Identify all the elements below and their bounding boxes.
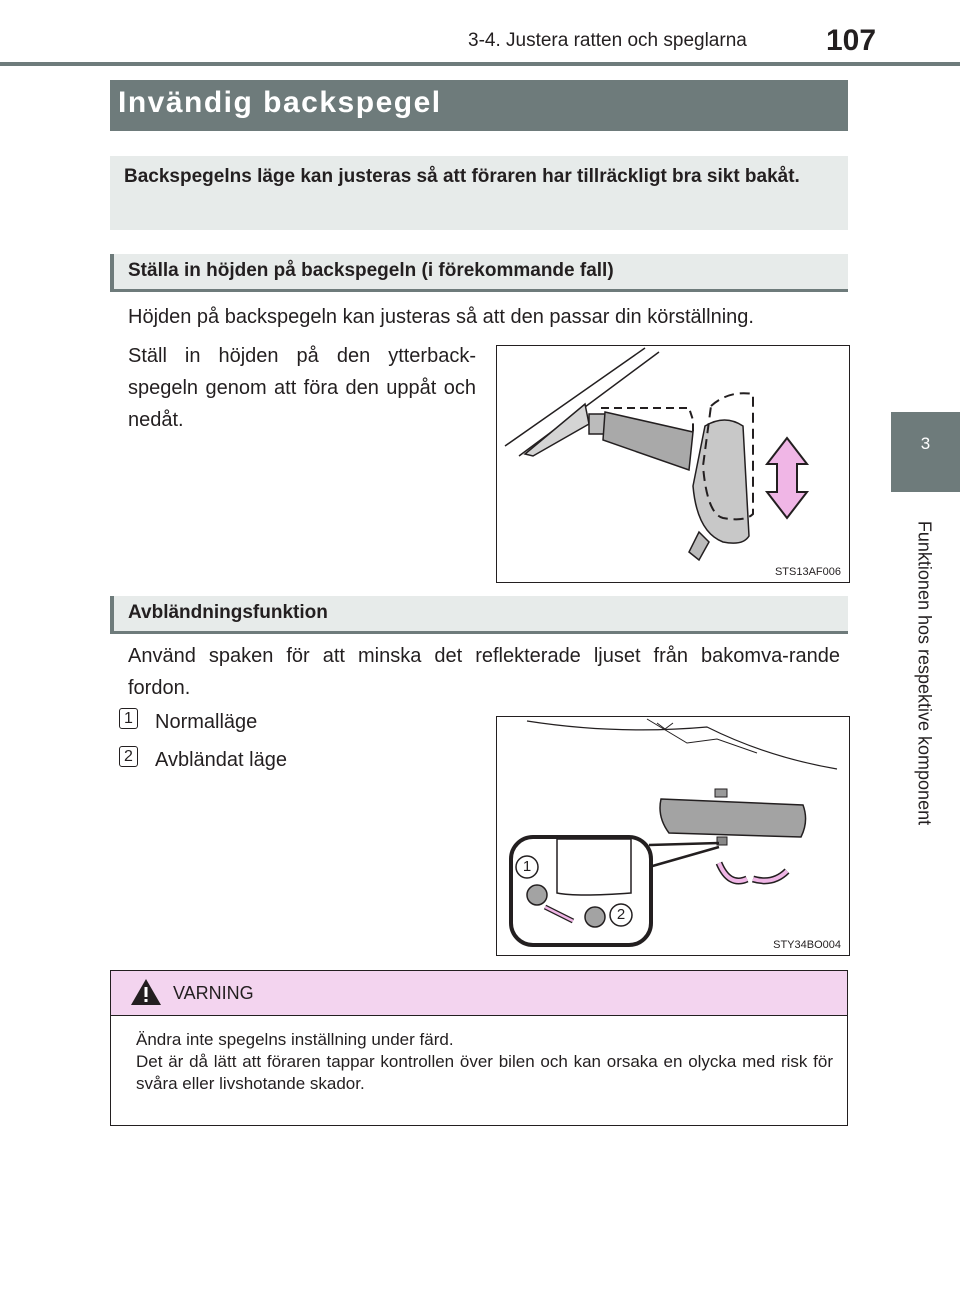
running-header: 3-4. Justera ratten och speglarna — [468, 30, 747, 51]
figure-label-height: STS13AF006 — [774, 566, 841, 578]
intro-text: Backspegelns läge kan justeras så att föraren har tillräckligt bra sikt bakåt. — [124, 166, 800, 187]
section-heading-antiglare-text: Avbländningsfunktion — [128, 602, 328, 623]
mirror-height-illustration — [497, 346, 849, 582]
section-heading-antiglare — [110, 596, 848, 634]
warning-line-1: Ändra inte spegelns inställning under färd. — [136, 1030, 454, 1049]
antiglare-text: Använd spaken för att minska det reflekterade ljuset från bakomva-rande fordon. — [128, 645, 840, 699]
chapter-title: Funktionen hos respektive komponent — [914, 520, 935, 825]
figure-label-antiglare: STY34BO004 — [773, 939, 841, 951]
section-heading-height — [110, 254, 848, 292]
page-title-bar — [110, 80, 848, 131]
item-label-2: Avbländat läge — [155, 749, 287, 771]
warning-header — [111, 971, 847, 1016]
antiglare-illustration — [497, 717, 849, 955]
warning-body — [136, 1029, 833, 1095]
warning-line-2: Det är då lätt att föraren tappar kontrollen över bilen och kan orsaka en olycka med risk för svåra eller livshotande skador. — [136, 1052, 833, 1093]
item-number-box-1: 1 — [119, 708, 138, 729]
chapter-number: 3 — [920, 434, 931, 453]
chapter-title-vertical — [910, 505, 938, 840]
page-number: 107 — [826, 24, 877, 57]
header-rule — [0, 62, 960, 66]
callout-2: 2 — [616, 906, 626, 923]
item-number-box-2: 2 — [119, 746, 138, 767]
chapter-tab — [891, 412, 960, 492]
intro-panel — [110, 156, 848, 230]
page-title: Invändig backspegel — [118, 86, 442, 119]
section-heading-height-text: Ställa in höjden på backspegeln (i förekommande fall) — [128, 260, 614, 281]
warning-box — [110, 970, 848, 1126]
warning-icon — [129, 977, 163, 1007]
height-text-2: Ställ in höjden på den ytterback-spegeln genom att föra den uppåt och nedåt. — [128, 345, 476, 431]
warning-title: VARNING — [173, 983, 254, 1003]
figure-antiglare — [496, 716, 850, 956]
height-text-1: Höjden på backspegeln kan justeras så att den passar din körställning. — [128, 306, 754, 328]
item-label-1: Normalläge — [155, 711, 258, 733]
figure-mirror-height — [496, 345, 850, 583]
callout-1: 1 — [522, 858, 532, 875]
